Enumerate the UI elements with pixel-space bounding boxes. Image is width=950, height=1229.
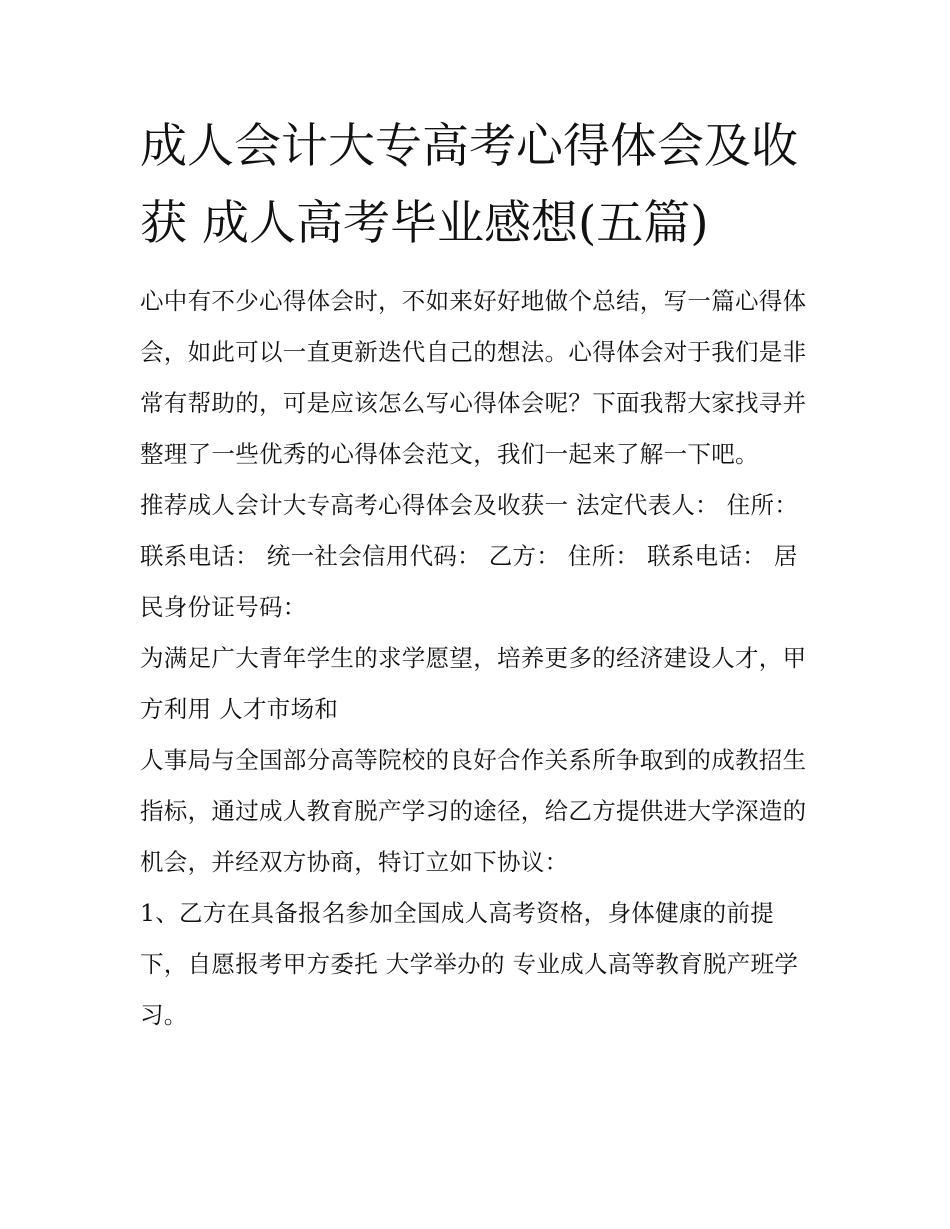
intro-paragraph: 心中有不少心得体会时，不如来好好地做个总结，写一篇心得体会，如此可以一直更新迭代自己的想法。心得体会对于我们是非常有帮助的，可是应该怎么写心得体会呢？下面我帮大家找寻并整理了一些优秀的心得体会范文，我们一起来了解一下吧。 xyxy=(140,287,807,468)
contract-parties-paragraph: 推荐成人会计大专高考心得体会及收获一 法定代表人： 住所： 联系电话： 统一社会信用代码： 乙方： 住所： 联系电话： 居民身份证号码： xyxy=(140,491,799,621)
document-title: 成人会计大专高考心得体会及收获 成人高考毕业感想(五篇) xyxy=(140,119,798,251)
clause-1-paragraph: 1、乙方在具备报名参加全国成人高考资格，身体健康的前提下，自愿报考甲方委托 大学举办的 专业成人高等教育脱产班学习。 xyxy=(140,899,799,1029)
agreement-basis-paragraph: 人事局与全国部分高等院校的良好合作关系所争取到的成教招生指标，通过成人教育脱产学习的途径，给乙方提供进大学深造的机会，并经双方协商，特订立如下协议： xyxy=(140,746,807,876)
purpose-paragraph: 为满足广大青年学生的求学愿望，培养更多的经济建设人才，甲方利用 人才市场和 xyxy=(140,644,807,723)
document-page xyxy=(140,108,820,1041)
